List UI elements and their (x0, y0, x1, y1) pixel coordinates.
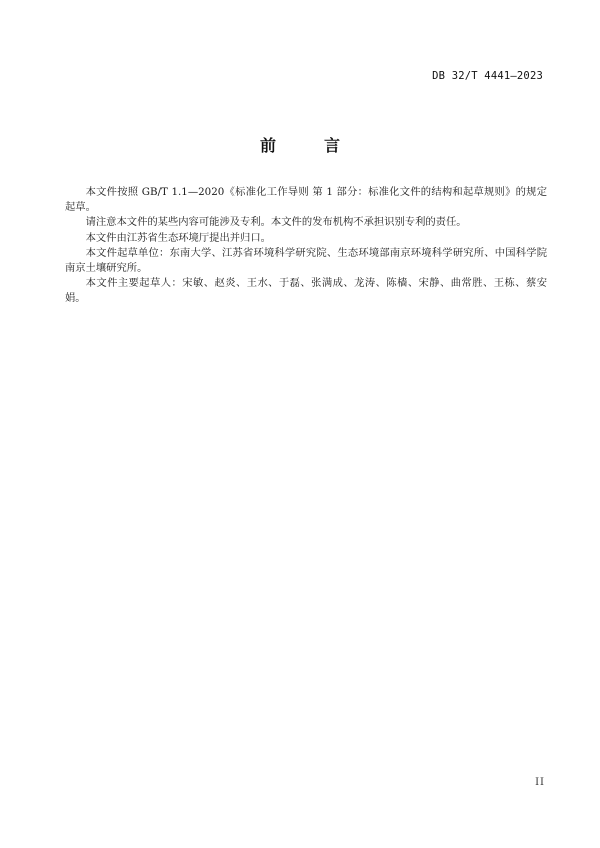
title-char-2: 言 (324, 136, 341, 155)
title-char-1: 前 (259, 136, 276, 155)
page-number: II (535, 777, 545, 788)
page-title (0, 133, 600, 156)
standard-code: DB 32/T 4441—2023 (432, 70, 543, 82)
paragraph-drafting-units: 本文件起草单位：东南大学、江苏省环境科学研究院、生态环境部南京环境科学研究所、中国科学院南京土壤研究所。 (65, 246, 547, 275)
paragraph-drafters: 本文件主要起草人：宋敏、赵炎、王水、于磊、张满成、龙涛、陈樯、宋静、曲常胜、王栋、蔡安娟。 (65, 277, 547, 305)
foreword-body (65, 185, 547, 307)
paragraph-drafting-basis: 本文件按照 GB/T 1.1—2020《标准化工作导则 第 1 部分：标准化文件的结构和起草规则》的规定起草。 (65, 186, 547, 214)
paragraph-proposer: 本文件由江苏省生态环境厅提出并归口。 (85, 231, 271, 244)
paragraph-patent-notice: 请注意本文件的某些内容可能涉及专利。本文件的发布机构不承担识别专利的责任。 (85, 216, 467, 229)
